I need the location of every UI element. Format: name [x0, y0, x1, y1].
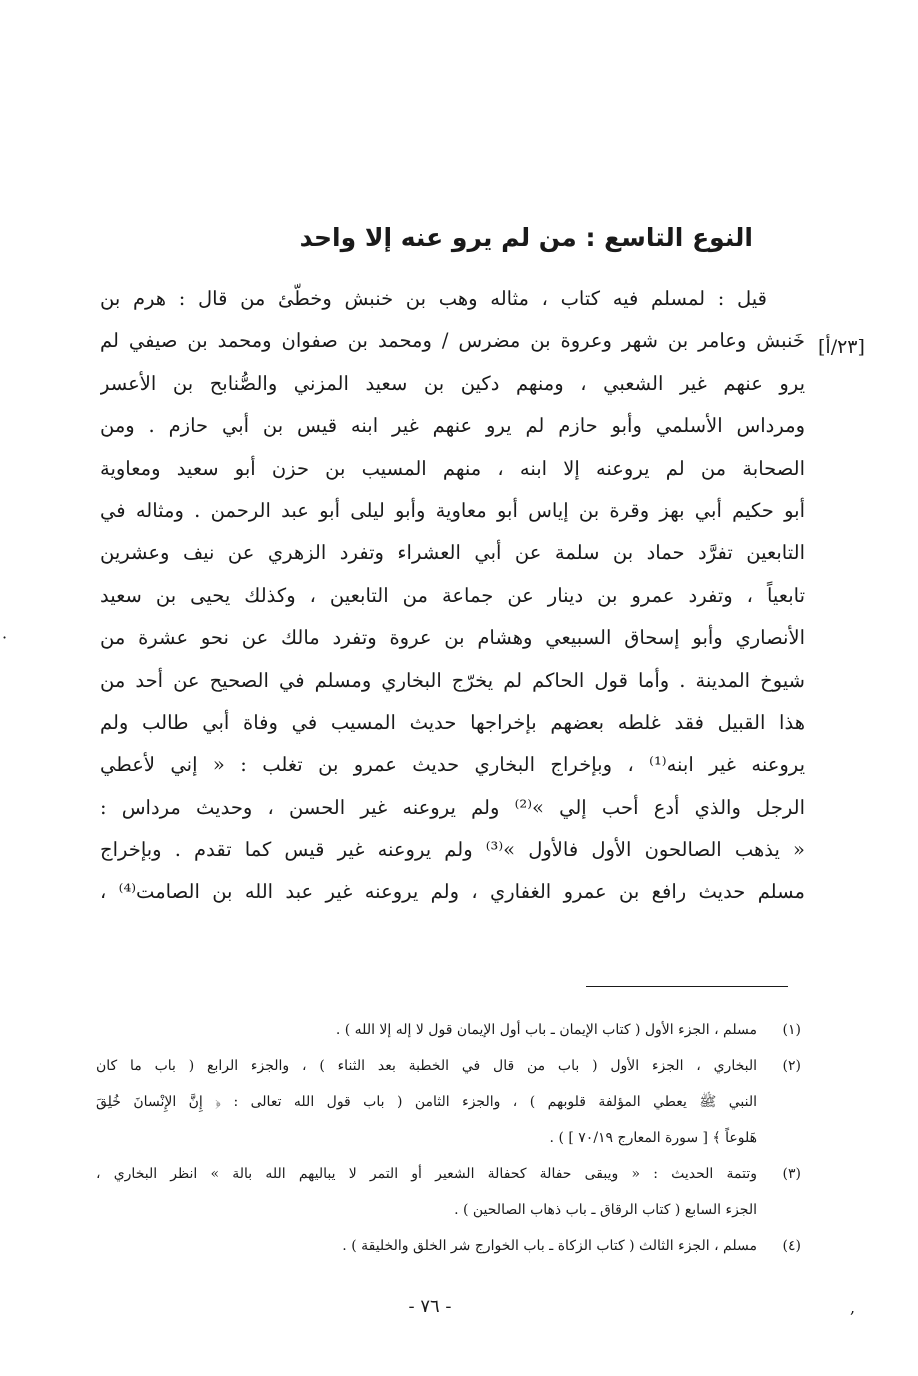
text-line: أبو حكيم أبي بهز وقرة بن إياس أبو معاوية وأبو ليلى أبو عبد الرحمن . ومثاله في — [100, 498, 805, 522]
footnote-separator — [586, 986, 788, 987]
section-heading: النوع التاسع : من لم يرو عنه إلا واحد — [299, 223, 753, 252]
text-line: يرو عنهم غير الشعبي ، ومنهم دكين بن سعيد المزني والصُّنابح بن الأعسر — [100, 371, 805, 395]
text-line: التابعين تفرَّد حماد بن سلمة عن أبي العشراء وتفرد الزهري عن نيف وعشرين — [100, 541, 805, 565]
footnote-number: (٤) — [782, 1238, 801, 1254]
footnote-line: هَلوعاً ﴾ [ سورة المعارج ٧٠/١٩ ] ) . — [549, 1130, 757, 1146]
text-line: « يذهب الصالحون الأول فالأول »⁽³⁾ ولم يروعنه غير قيس كما تقدم . وبإخراج — [100, 838, 805, 862]
footnote-number: (١) — [782, 1022, 801, 1038]
text-line: قيل : لمسلم فيه كتاب ، مثاله وهب بن خنبش وخطّئ من قال : هرم بن — [100, 287, 767, 310]
footnote-line: مسلم ، الجزء الثالث ( كتاب الزكاة ـ باب الخوارج شر الخلق والخليقة ) . — [342, 1238, 757, 1254]
footnote-number: (٢) — [782, 1058, 801, 1074]
text-line: ومرداس الأسلمي وأبو حازم لم يرو عنهم غير ابنه قيس بن أبي حازم . ومن — [100, 414, 805, 438]
margin-folio-reference: [٢٣/أ] — [818, 336, 865, 358]
scan-speck: · — [2, 628, 8, 647]
footnote-number: (٣) — [782, 1166, 801, 1182]
footnote-2 — [96, 1048, 801, 1156]
text-line: الرجل والذي أدع أحب إلي »⁽²⁾ ولم يروعنه غير الحسن ، وحديث مرداس : — [100, 795, 805, 819]
text-line: شيوخ المدينة . وأما قول الحاكم لم يخرّج البخاري ومسلم في الصحيح عن أحد من — [100, 668, 805, 692]
text-line: هذا القبيل فقد غلطه بعضهم بإخراجها حديث المسيب في وفاة أبي طالب ولم — [100, 710, 805, 734]
scan-speck: , — [850, 1298, 856, 1317]
main-text — [100, 278, 805, 914]
footnote-line: البخاري ، الجزء الأول ( باب من قال في الخطبة بعد الثناء ) ، والجزء الرابع ( باب ما كان — [96, 1058, 757, 1074]
footnote-line: الجزء السابع ( كتاب الرقاق ـ باب ذهاب الصالحين ) . — [454, 1202, 757, 1218]
footnote-3 — [96, 1156, 801, 1228]
text-line: خَنبش وعامر بن شهر وعروة بن مضرس / ومحمد بن صفوان ومحمد بن صيفي لم — [100, 329, 805, 353]
text-line: يروعنه غير ابنه⁽¹⁾ ، وبإخراج البخاري حديث عمرو بن تغلب : « إني لأعطي — [100, 753, 805, 777]
text-line: الأنصاري وأبو إسحاق السبيعي وهشام بن عروة وتفرد مالك عن نحو عشرة من — [100, 626, 805, 650]
footnote-4 — [96, 1228, 801, 1264]
footnote-line: وتتمة الحديث : « ويبقى حفالة كحفالة الشعير أو التمر لا يباليهم الله بالة » انظر البخاري ، — [96, 1166, 757, 1182]
text-line: مسلم حديث رافع بن عمرو الغفاري ، ولم يروعنه غير عبد الله بن الصامت⁽⁴⁾ ، — [100, 880, 805, 904]
footnotes — [96, 1012, 801, 1264]
text-line: الصحابة من لم يروعنه إلا ابنه ، منهم المسيب بن حزن أبو سعيد ومعاوية — [100, 456, 805, 480]
page-number: - ٧٦ - — [408, 1296, 452, 1317]
footnote-line: مسلم ، الجزء الأول ( كتاب الإيمان ـ باب أول الإيمان قول لا إله إلا الله ) . — [335, 1022, 757, 1038]
text-line: تابعياً ، وتفرد عمرو بن دينار عن جماعة من التابعين ، وكذلك يحيى بن سعيد — [100, 583, 805, 607]
footnote-line: النبي ﷺ يعطي المؤلفة قلوبهم ) ، والجزء الثامن ( باب قول الله تعالى : ﴿ إِنَّ الإِنْسانَ خُلِقَ — [96, 1094, 757, 1110]
footnote-1 — [96, 1012, 801, 1048]
